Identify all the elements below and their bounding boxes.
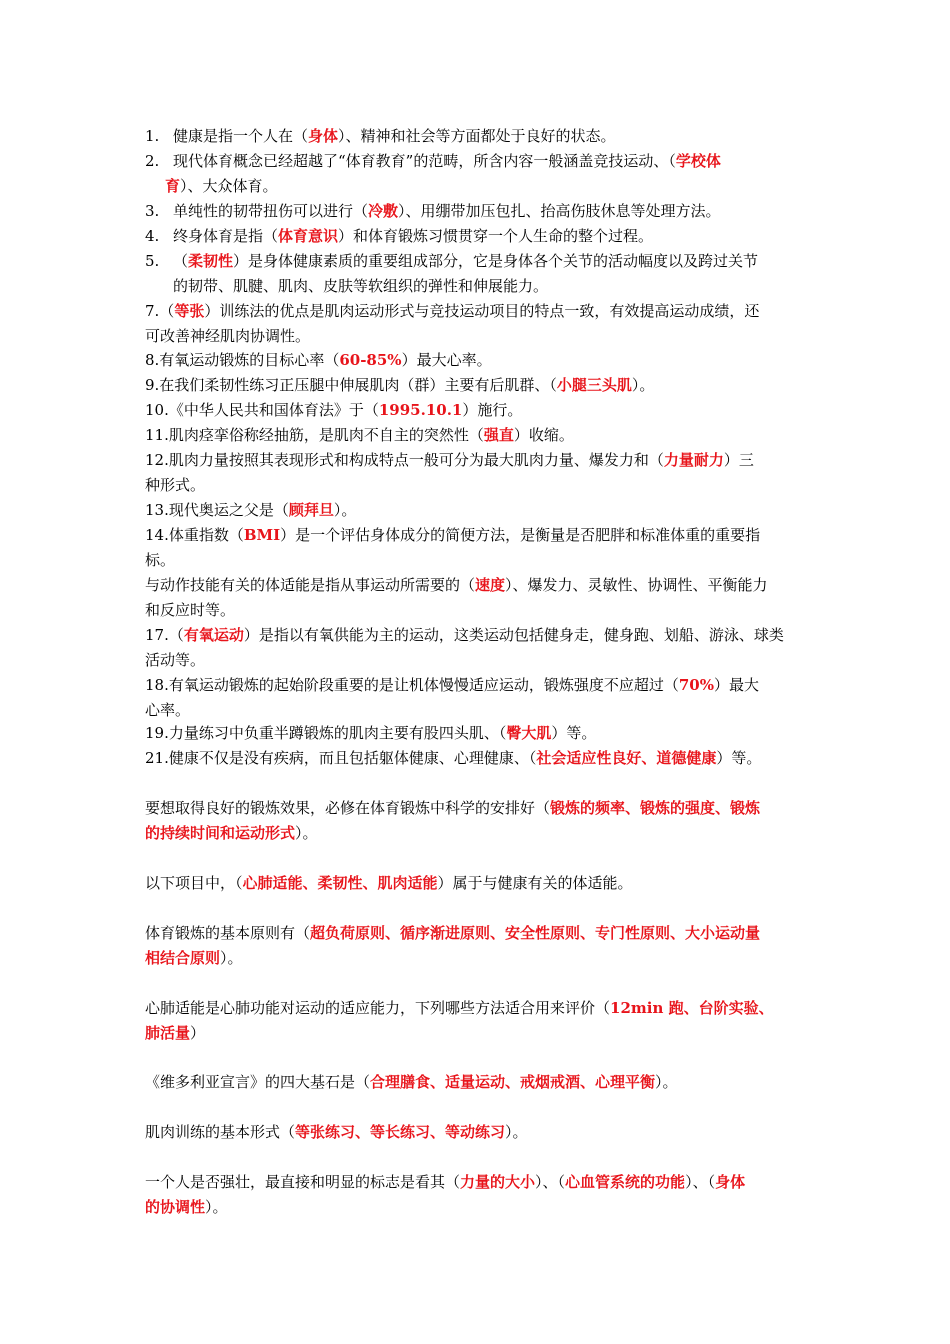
answer-text: 的持续时间和运动形式	[145, 824, 296, 842]
question-text: ）和体育锻炼习惯贯穿一个人生命的整个过程。	[338, 227, 654, 245]
answer-text: 60-85%	[339, 351, 402, 369]
question-text: 活动等。	[145, 651, 206, 669]
question-text: ）最大	[714, 676, 760, 694]
answer-text: 力量的大小	[460, 1173, 536, 1191]
answer-text: 强直	[483, 426, 514, 444]
answer-text: 速度	[475, 576, 506, 594]
question-text: 《维多利亚宣言》的四大基石是（	[145, 1073, 371, 1091]
question-text: 的韧带、肌腱、肌肉、皮肤等软组织的弹性和伸展能力。	[173, 277, 549, 295]
answer-text: 1995.10.1	[378, 401, 463, 419]
question-text: ）。	[333, 501, 357, 519]
text-line	[145, 573, 768, 597]
answer-text: 力量耐力	[663, 451, 724, 469]
text-line	[173, 199, 721, 223]
question-text: 种形式。	[145, 476, 206, 494]
answer-text: 育	[165, 177, 181, 195]
question-text: ）。	[205, 1198, 228, 1216]
question-text: ）等。	[716, 749, 762, 767]
question-text: ）属于与健康有关的体适能。	[437, 874, 633, 892]
text-line	[145, 821, 318, 845]
answer-text: 身体	[715, 1173, 746, 1191]
text-line	[145, 423, 574, 447]
text-line	[145, 996, 774, 1020]
question-text: ）。	[505, 1123, 528, 1141]
answer-text: 合理膳食、适量运动、戒烟戒酒、心理平衡	[370, 1073, 656, 1091]
text-line	[145, 946, 243, 970]
answer-text: BMI	[243, 526, 281, 544]
text-line	[145, 324, 310, 348]
answer-text: 臀大肌	[506, 724, 552, 742]
answer-text: 身体	[308, 127, 339, 145]
question-text: 和反应时等。	[145, 601, 236, 619]
answer-text: 冷敷	[368, 202, 399, 220]
text-line	[145, 1070, 678, 1094]
answer-text: 70%	[678, 676, 714, 694]
text-line	[173, 274, 548, 298]
item-number: 4.	[145, 227, 160, 245]
question-text: ）。	[631, 376, 655, 394]
text-line	[145, 473, 205, 497]
question-text: 11.肌肉痉挛俗称经抽筋，是肌肉不自主的突然性（	[145, 426, 484, 444]
text-line	[173, 149, 721, 173]
answer-text: 社会适应性良好、道德健康	[536, 749, 717, 767]
answer-text: 肺活量	[145, 1024, 191, 1042]
question-text: ）、（	[535, 1173, 566, 1191]
question-text: 13.现代奥运之父是（	[145, 501, 289, 519]
text-line	[145, 348, 492, 372]
question-text: 要想取得良好的锻炼效果，必修在体育锻炼中科学的安排好（	[145, 799, 551, 817]
answer-text: 顾拜旦	[288, 501, 334, 519]
question-text: ）、大众体育。	[180, 177, 278, 195]
text-line	[165, 174, 278, 198]
question-text: 12.肌肉力量按照其表现形式和构成特点一般可分为最大肌肉力量、爆发力和（	[145, 451, 664, 469]
text-line	[145, 373, 654, 397]
question-text: 与动作技能有关的体适能是指从事运动所需要的（	[145, 576, 476, 594]
text-line	[145, 673, 759, 697]
question-text: ）。	[220, 949, 243, 967]
item-number: 1.	[145, 127, 160, 145]
text-line	[145, 721, 596, 745]
text-line	[173, 249, 758, 273]
text-line	[145, 598, 235, 622]
question-text: ）收缩。	[513, 426, 574, 444]
question-text: ）	[190, 1024, 206, 1042]
question-text: 8.有氧运动锻炼的目标心率（	[145, 351, 340, 369]
answer-text: 等张练习、等长练习、等动练习	[295, 1123, 506, 1141]
question-text: 健康是指一个人在（	[173, 127, 309, 145]
question-text: 肌肉训练的基本形式（	[145, 1123, 296, 1141]
text-line	[145, 1021, 205, 1045]
question-text: ）、用绷带加压包扎、抬高伤肢休息等处理方法。	[398, 202, 721, 220]
text-line	[145, 523, 760, 547]
question-text: ）、精神和社会等方面都处于良好的状态。	[338, 127, 616, 145]
question-text: 以下项目中，（	[145, 874, 243, 892]
question-text: 心肺适能是心肺功能对运动的适应能力，下列哪些方法适合用来评价（	[145, 999, 611, 1017]
question-text: 体育锻炼的基本原则有（	[145, 924, 311, 942]
question-text: ）是一个评估身体成分的简便方法，是衡量是否肥胖和标准体重的重要指	[280, 526, 761, 544]
answer-text: 超负荷原则、循序渐进原则、安全性原则、专门性原则、大小运动量	[310, 924, 761, 942]
question-text: 21.健康不仅是没有疾病，而且包括躯体健康、心理健康、（	[145, 749, 537, 767]
text-line	[145, 1195, 228, 1219]
question-text: 19.力量练习中负重半蹲锻炼的肌肉主要有股四头肌、（	[145, 724, 507, 742]
text-line	[145, 1170, 745, 1194]
answer-text: 体育意识	[278, 227, 339, 245]
answer-text: 等张	[174, 302, 205, 320]
question-text: ）。	[295, 824, 318, 842]
question-text: ）、爆发力、灵敏性、协调性、平衡能力	[505, 576, 768, 594]
item-number: 3.	[145, 202, 160, 220]
question-text: 14.体重指数（	[145, 526, 244, 544]
question-text: ）、（	[685, 1173, 716, 1191]
question-text: ）。	[655, 1073, 678, 1091]
answer-text: 心肺适能、柔韧性、肌肉适能	[242, 874, 438, 892]
question-text: 心率。	[145, 701, 191, 719]
answer-text: 有氧运动	[183, 626, 244, 644]
question-text: 现代体育概念已经超越了“体育教育”的范畴，所含内容一般涵盖竞技运动、（	[173, 152, 676, 170]
text-line	[173, 224, 653, 248]
question-text: 标。	[145, 551, 176, 569]
answer-text: 相结合原则	[145, 949, 221, 967]
question-text: ）等。	[551, 724, 597, 742]
answer-text: 小腿三头肌	[556, 376, 632, 394]
text-line	[145, 448, 754, 472]
question-text: 7.（	[145, 302, 175, 320]
text-line	[145, 1120, 528, 1144]
answer-text: 柔韧性	[188, 252, 234, 270]
text-line	[145, 871, 633, 895]
text-line	[145, 746, 761, 770]
question-text: ）最大心率。	[401, 351, 492, 369]
answer-text: 12min 跑、台阶实验、	[610, 999, 774, 1017]
question-text: ）训练法的优点是肌肉运动形式与竞技运动项目的特点一致，有效提高运动成绩，还	[204, 302, 760, 320]
text-line	[145, 623, 784, 647]
question-text: ）是指以有氧供能为主的运动，这类运动包括健身走，健身跑、划船、游泳、球类	[243, 626, 784, 644]
question-text: ）是身体健康素质的重要组成部分，它是身体各个关节的活动幅度以及跨过关节	[233, 252, 759, 270]
item-number: 2.	[145, 152, 160, 170]
question-text: 可改善神经肌肉协调性。	[145, 327, 311, 345]
question-text: 18.有氧运动锻炼的起始阶段重要的是让机体慢慢适应运动，锻炼强度不应超过（	[145, 676, 679, 694]
question-text: ）施行。	[462, 401, 523, 419]
question-text: 终身体育是指（	[173, 227, 279, 245]
answer-text: 的协调性	[145, 1198, 206, 1216]
answer-text: 学校体	[675, 152, 721, 170]
answer-text: 锻炼的频率、锻炼的强度、锻炼	[550, 799, 761, 817]
question-text: 9.在我们柔韧性练习正压腿中伸展肌肉（群）主要有后肌群、（	[145, 376, 557, 394]
question-text: （	[173, 252, 189, 270]
text-line	[145, 698, 190, 722]
text-line	[145, 498, 356, 522]
text-line	[145, 299, 759, 323]
question-text: 一个人是否强壮，最直接和明显的标志是看其（	[145, 1173, 461, 1191]
question-text: 10.《中华人民共和国体育法》于（	[145, 401, 379, 419]
text-line	[145, 398, 522, 422]
answer-text: 心血管系统的功能	[565, 1173, 686, 1191]
text-line	[145, 648, 205, 672]
question-text: ）三	[723, 451, 754, 469]
question-text: 17.（	[145, 626, 184, 644]
item-number: 5.	[145, 252, 160, 270]
question-text: 单纯性的韧带扭伤可以进行（	[173, 202, 369, 220]
text-line	[145, 796, 760, 820]
text-line	[145, 548, 175, 572]
text-line	[173, 124, 616, 148]
text-line	[145, 921, 760, 945]
